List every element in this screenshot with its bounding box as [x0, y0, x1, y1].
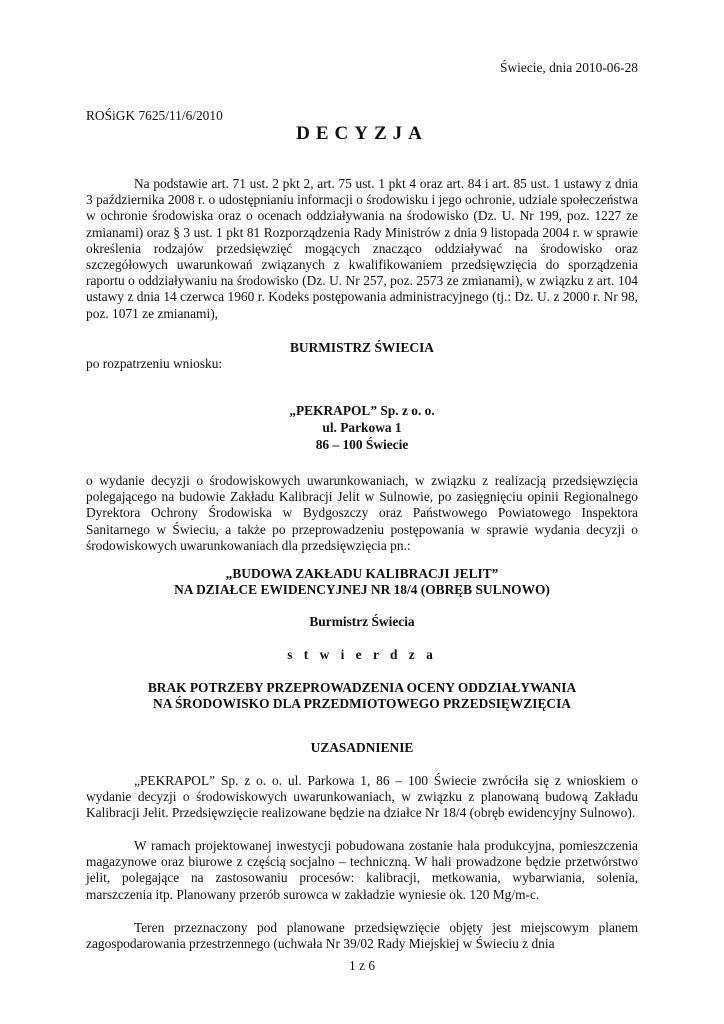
applicant-street: ul. Parkowa 1: [322, 420, 402, 435]
applicant-name: „PEKRAPOL” Sp. z o. o.: [289, 403, 435, 418]
mayor-heading: Burmistrz Świecia: [309, 614, 415, 629]
states-heading: s t w i e r d z a: [287, 647, 437, 662]
justification-heading: UZASADNIENIE: [310, 740, 414, 755]
justification-paragraph-3: Teren przeznaczony pod planowane przedsięwzięcie objęty jest miejscowym planem zagospodarowania przestrzennego (uchwała Nr 39/02 Rady Miejskiej w Świeciu z dnia: [86, 920, 638, 952]
justification-paragraph-2: W ramach projektowanej inwestycji pobudowana zostanie hala produkcyjna, pomieszczenia magazynowe oraz biurowe z częścią socjalno – techniczną. W hali prowadzone będzie przetwórstwo jelit, polegające na zastosowaniu procesów: kalibracji, metkowania, wybarwiania, solenia, marszczenia itp. Planowany przerób surowca w zakładzie wyniesie ok. 120 Mg/m-c.: [86, 838, 638, 902]
project-title-line-2: NA DZIAŁCE EWIDENCYJNEJ NR 18/4 (OBRĘB SULNOWO): [174, 582, 550, 597]
document-title: DECYZJA: [296, 123, 428, 144]
justification-paragraph-1: „PEKRAPOL” Sp. z o. o. ul. Parkowa 1, 86 – 100 Świecie zwróciła się z wnioskiem o wydanie decyzji o środowiskowych uwarunkowaniach, w związku z planowaną budową Zakładu Kalibracji Jelit. Przedsięwzięcie realizowane będzie na działce Nr 18/4 (obręb ewidencyjny Sulnowo).: [86, 773, 638, 821]
authority-heading: BURMISTRZ ŚWIECIA: [290, 340, 434, 355]
legal-basis-paragraph: Na podstawie art. 71 ust. 2 pkt 2, art. 75 ust. 1 pkt 4 oraz art. 84 i art. 85 ust. 1 ustawy z dnia 3 października 2008 r. o udostępnianiu informacji o środowisku i jego ochronie, udziale społeczeństwa w ochronie środowiska oraz o ocenach oddziaływania na środowisko (Dz. U. Nr 199, poz. 1227 ze zmianami) oraz § 3 ust. 1 pkt 81 Rozporządzenia Rady Ministrów z dnia 9 listopada 2004 r. w sprawie określenia rodzajów przedsięwzięć mogących znacząco oddziaływać na środowisko oraz szczegółowych uwarunkowań związanych z kwalifikowaniem przedsięwzięcia do sporządzenia raportu o oddziaływaniu na środowisko (Dz. U. Nr 257, poz. 2573 ze zmianami), w związku z art. 104 ustawy z dnia 14 czerwca 1960 r. Kodeks postępowania administracyjnego (tj.: Dz. U. z 2000 r. Nr 98, poz. 1071 ze zmianami),: [86, 176, 638, 321]
reference-number: ROŚiGK 7625/11/6/2010: [86, 108, 223, 123]
decision-line-1: BRAK POTRZEBY PRZEPROWADZENIA OCENY ODDZIAŁYWANIA: [147, 680, 577, 695]
decision-line-2: NA ŚRODOWISKO DLA PRZEDMIOTOWEGO PRZEDSIĘWZIĘCIA: [153, 696, 571, 711]
project-title-line-1: „BUDOWA ZAKŁADU KALIBRACJI JELIT”: [225, 566, 499, 581]
applicant-city: 86 – 100 Świecie: [315, 437, 409, 452]
page-number: 1 z 6: [348, 958, 376, 973]
after-review-text: po rozpatrzeniu wniosku:: [86, 356, 223, 371]
document-date: Świecie, dnia 2010-06-28: [500, 60, 638, 75]
request-paragraph: o wydanie decyzji o środowiskowych uwarunkowaniach, w związku z realizacją przedsięwzięcia polegającego na budowie Zakładu Kalibracji Jelit w Sulnowie, po zasięgnięciu opinii Regionalnego Dyrektora Ochrony Środowiska w Bydgoszczy oraz Państwowego Powiatowego Inspektora Sanitarnego w Świeciu, a także po przeprowadzeniu postępowania w sprawie wydania decyzji o środowiskowych uwarunkowaniach dla przedsięwzięcia pn.:: [86, 473, 638, 553]
